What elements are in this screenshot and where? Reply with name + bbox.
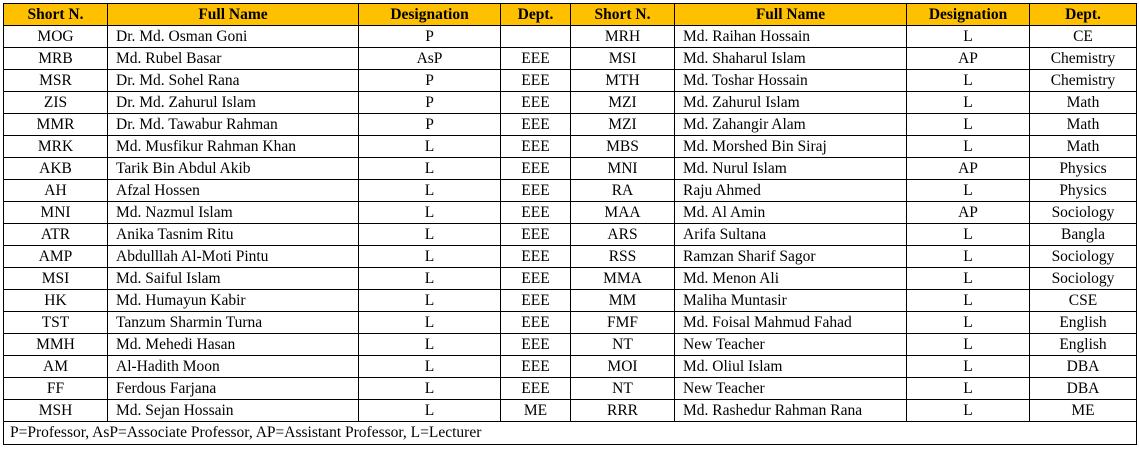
full-name-cell: Md. Saiful Islam: [108, 268, 359, 290]
designation-cell: P: [359, 92, 501, 114]
short-name-cell: MBS: [571, 136, 675, 158]
full-name-cell: Dr. Md. Zahurul Islam: [108, 92, 359, 114]
short-name-cell: MAA: [571, 202, 675, 224]
full-name-cell: Md. Rubel Basar: [108, 48, 359, 70]
table-body: [4, 26, 1137, 422]
table-row: [4, 378, 1137, 400]
header-dept: Dept.: [1030, 4, 1137, 26]
short-name-cell: MSR: [4, 70, 108, 92]
designation-cell: L: [907, 290, 1030, 312]
dept-cell: EEE: [501, 136, 571, 158]
dept-cell: Math: [1030, 114, 1137, 136]
short-name-cell: MNI: [571, 158, 675, 180]
short-name-cell: MTH: [571, 70, 675, 92]
table-row: [4, 158, 1137, 180]
designation-cell: L: [907, 136, 1030, 158]
header-full-name: Full Name: [675, 4, 907, 26]
designation-cell: L: [359, 290, 501, 312]
designation-cell: AsP: [359, 48, 501, 70]
short-name-cell: HK: [4, 290, 108, 312]
short-name-cell: MSI: [4, 268, 108, 290]
header-designation: Designation: [359, 4, 501, 26]
short-name-cell: MZI: [571, 114, 675, 136]
dept-cell: [501, 26, 571, 48]
designation-cell: L: [359, 378, 501, 400]
dept-cell: Sociology: [1030, 202, 1137, 224]
table-row: [4, 224, 1137, 246]
dept-cell: Chemistry: [1030, 70, 1137, 92]
dept-cell: EEE: [501, 70, 571, 92]
short-name-cell: MOI: [571, 356, 675, 378]
dept-cell: English: [1030, 312, 1137, 334]
short-name-cell: MSH: [4, 400, 108, 422]
designation-cell: L: [359, 312, 501, 334]
designation-cell: L: [907, 114, 1030, 136]
header-short-name: Short N.: [571, 4, 675, 26]
designation-cell: L: [907, 26, 1030, 48]
designation-cell: P: [359, 114, 501, 136]
short-name-cell: MMA: [571, 268, 675, 290]
designation-cell: L: [907, 180, 1030, 202]
dept-cell: ME: [1030, 400, 1137, 422]
full-name-cell: Tarik Bin Abdul Akib: [108, 158, 359, 180]
full-name-cell: Md. Raihan Hossain: [675, 26, 907, 48]
dept-cell: Physics: [1030, 180, 1137, 202]
table-row: [4, 246, 1137, 268]
designation-legend: P=Professor, AsP=Associate Professor, AP=Assistant Professor, L=Lecturer: [4, 422, 1137, 445]
designation-cell: L: [907, 356, 1030, 378]
full-name-cell: Md. Musfikur Rahman Khan: [108, 136, 359, 158]
designation-cell: L: [907, 92, 1030, 114]
full-name-cell: Dr. Md. Tawabur Rahman: [108, 114, 359, 136]
header-dept: Dept.: [501, 4, 571, 26]
dept-cell: EEE: [501, 158, 571, 180]
full-name-cell: Md. Al Amin: [675, 202, 907, 224]
full-name-cell: Ramzan Sharif Sagor: [675, 246, 907, 268]
short-name-cell: AMP: [4, 246, 108, 268]
table-row: [4, 92, 1137, 114]
header-short-name: Short N.: [4, 4, 108, 26]
designation-cell: AP: [907, 158, 1030, 180]
full-name-cell: Md. Zahurul Islam: [675, 92, 907, 114]
short-name-cell: ATR: [4, 224, 108, 246]
full-name-cell: Md. Zahangir Alam: [675, 114, 907, 136]
short-name-cell: MMR: [4, 114, 108, 136]
full-name-cell: Md. Rashedur Rahman Rana: [675, 400, 907, 422]
designation-cell: L: [907, 70, 1030, 92]
designation-cell: L: [907, 312, 1030, 334]
short-name-cell: RA: [571, 180, 675, 202]
full-name-cell: New Teacher: [675, 378, 907, 400]
designation-cell: L: [907, 268, 1030, 290]
short-name-cell: MM: [571, 290, 675, 312]
table-row: [4, 136, 1137, 158]
designation-cell: AP: [907, 202, 1030, 224]
designation-cell: P: [359, 70, 501, 92]
table-row: [4, 356, 1137, 378]
dept-cell: EEE: [501, 290, 571, 312]
designation-cell: AP: [907, 48, 1030, 70]
full-name-cell: Md. Menon Ali: [675, 268, 907, 290]
full-name-cell: New Teacher: [675, 334, 907, 356]
short-name-cell: AH: [4, 180, 108, 202]
footnote-row: [4, 422, 1137, 445]
table-row: [4, 202, 1137, 224]
dept-cell: Bangla: [1030, 224, 1137, 246]
dept-cell: CE: [1030, 26, 1137, 48]
dept-cell: EEE: [501, 92, 571, 114]
short-name-cell: MSI: [571, 48, 675, 70]
full-name-cell: Md. Toshar Hossain: [675, 70, 907, 92]
dept-cell: EEE: [501, 268, 571, 290]
faculty-table-container: [3, 3, 1136, 445]
full-name-cell: Md. Mehedi Hasan: [108, 334, 359, 356]
short-name-cell: ARS: [571, 224, 675, 246]
dept-cell: EEE: [501, 334, 571, 356]
designation-cell: L: [907, 224, 1030, 246]
designation-cell: L: [359, 356, 501, 378]
full-name-cell: Md. Sejan Hossain: [108, 400, 359, 422]
full-name-cell: Afzal Hossen: [108, 180, 359, 202]
designation-cell: L: [907, 400, 1030, 422]
dept-cell: English: [1030, 334, 1137, 356]
table-row: [4, 26, 1137, 48]
designation-cell: L: [359, 268, 501, 290]
dept-cell: CSE: [1030, 290, 1137, 312]
short-name-cell: MRH: [571, 26, 675, 48]
designation-cell: P: [359, 26, 501, 48]
table-row: [4, 70, 1137, 92]
faculty-table: [3, 3, 1137, 445]
designation-cell: L: [359, 400, 501, 422]
designation-cell: L: [907, 246, 1030, 268]
full-name-cell: Md. Oliul Islam: [675, 356, 907, 378]
full-name-cell: Md. Foisal Mahmud Fahad: [675, 312, 907, 334]
short-name-cell: ZIS: [4, 92, 108, 114]
dept-cell: Chemistry: [1030, 48, 1137, 70]
dept-cell: EEE: [501, 378, 571, 400]
full-name-cell: Al-Hadith Moon: [108, 356, 359, 378]
designation-cell: L: [359, 246, 501, 268]
short-name-cell: TST: [4, 312, 108, 334]
dept-cell: EEE: [501, 202, 571, 224]
short-name-cell: MNI: [4, 202, 108, 224]
full-name-cell: Tanzum Sharmin Turna: [108, 312, 359, 334]
full-name-cell: Md. Shaharul Islam: [675, 48, 907, 70]
dept-cell: Physics: [1030, 158, 1137, 180]
short-name-cell: NT: [571, 378, 675, 400]
dept-cell: EEE: [501, 114, 571, 136]
dept-cell: Sociology: [1030, 246, 1137, 268]
dept-cell: EEE: [501, 224, 571, 246]
table-row: [4, 114, 1137, 136]
dept-cell: DBA: [1030, 378, 1137, 400]
full-name-cell: Raju Ahmed: [675, 180, 907, 202]
full-name-cell: Md. Nazmul Islam: [108, 202, 359, 224]
table-row: [4, 48, 1137, 70]
full-name-cell: Arifa Sultana: [675, 224, 907, 246]
full-name-cell: Dr. Md. Osman Goni: [108, 26, 359, 48]
table-row: [4, 312, 1137, 334]
full-name-cell: Ferdous Farjana: [108, 378, 359, 400]
short-name-cell: NT: [571, 334, 675, 356]
designation-cell: L: [359, 334, 501, 356]
dept-cell: EEE: [501, 246, 571, 268]
designation-cell: L: [907, 378, 1030, 400]
dept-cell: DBA: [1030, 356, 1137, 378]
full-name-cell: Dr. Md. Sohel Rana: [108, 70, 359, 92]
short-name-cell: MZI: [571, 92, 675, 114]
short-name-cell: MMH: [4, 334, 108, 356]
short-name-cell: AKB: [4, 158, 108, 180]
dept-cell: Math: [1030, 92, 1137, 114]
header-designation: Designation: [907, 4, 1030, 26]
header-row: [4, 4, 1137, 26]
table-row: [4, 268, 1137, 290]
designation-cell: L: [359, 136, 501, 158]
header-full-name: Full Name: [108, 4, 359, 26]
table-row: [4, 400, 1137, 422]
full-name-cell: Md. Nurul Islam: [675, 158, 907, 180]
short-name-cell: FF: [4, 378, 108, 400]
full-name-cell: Anika Tasnim Ritu: [108, 224, 359, 246]
dept-cell: Math: [1030, 136, 1137, 158]
short-name-cell: RRR: [571, 400, 675, 422]
designation-cell: L: [359, 224, 501, 246]
table-row: [4, 180, 1137, 202]
short-name-cell: MRK: [4, 136, 108, 158]
dept-cell: ME: [501, 400, 571, 422]
designation-cell: L: [359, 202, 501, 224]
short-name-cell: MOG: [4, 26, 108, 48]
dept-cell: EEE: [501, 180, 571, 202]
table-row: [4, 290, 1137, 312]
designation-cell: L: [359, 180, 501, 202]
dept-cell: Sociology: [1030, 268, 1137, 290]
short-name-cell: MRB: [4, 48, 108, 70]
dept-cell: EEE: [501, 356, 571, 378]
dept-cell: EEE: [501, 312, 571, 334]
full-name-cell: Md. Humayun Kabir: [108, 290, 359, 312]
dept-cell: EEE: [501, 48, 571, 70]
short-name-cell: FMF: [571, 312, 675, 334]
full-name-cell: Md. Morshed Bin Siraj: [675, 136, 907, 158]
designation-cell: L: [359, 158, 501, 180]
short-name-cell: AM: [4, 356, 108, 378]
table-row: [4, 334, 1137, 356]
full-name-cell: Maliha Muntasir: [675, 290, 907, 312]
designation-cell: L: [907, 334, 1030, 356]
short-name-cell: RSS: [571, 246, 675, 268]
full-name-cell: Abdulllah Al-Moti Pintu: [108, 246, 359, 268]
